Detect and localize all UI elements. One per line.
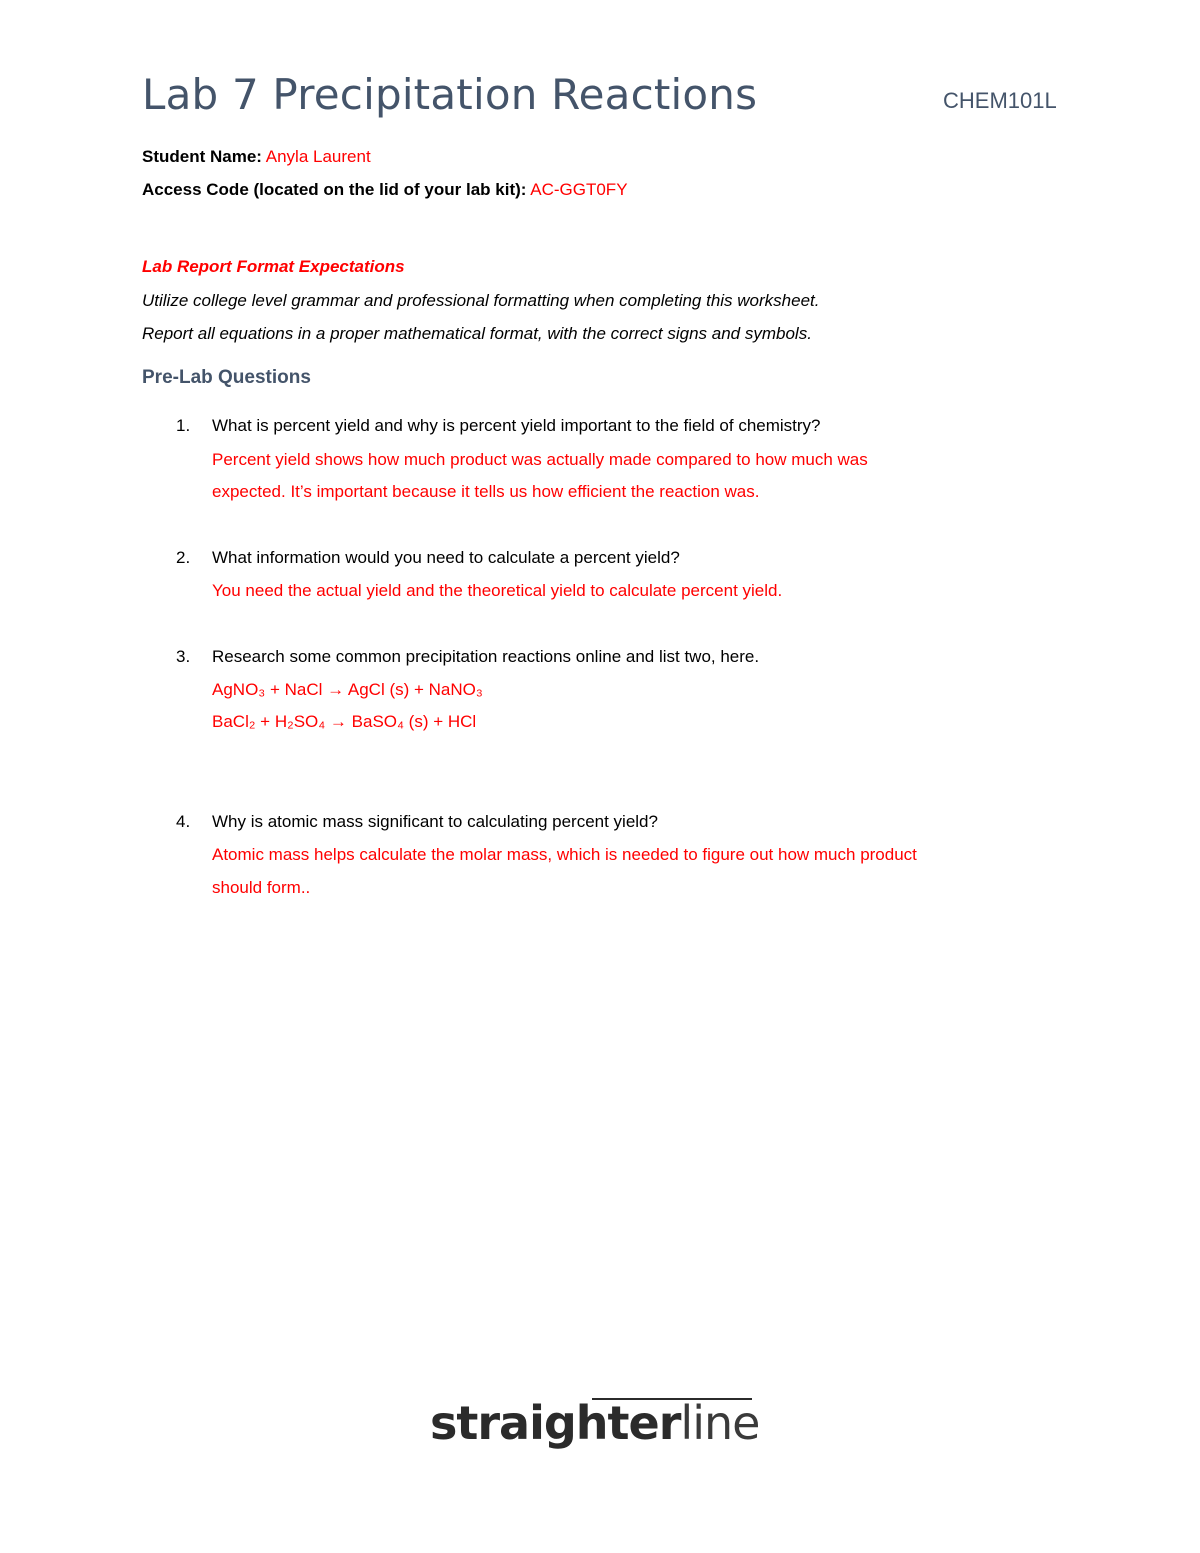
course-code: CHEM101L (943, 88, 1057, 113)
prelab-heading: Pre-Lab Questions (142, 367, 311, 388)
format-expectation-line: Utilize college level grammar and professional formatting when completing this worksheet. (142, 291, 820, 310)
question-text: Research some common precipitation reactions online and list two, here. (212, 647, 760, 666)
question-text: Why is atomic mass significant to calculating percent yield? (212, 812, 658, 831)
access-code-value: AC-GGT0FY (530, 180, 628, 199)
answer-text: You need the actual yield and the theoretical yield to calculate percent yield. (212, 581, 783, 600)
student-name-label: Student Name: (142, 147, 262, 166)
answer-text: expected. It’s important because it tells us how efficient the reaction was. (212, 482, 760, 501)
question-text: What is percent yield and why is percent yield important to the field of chemistry? (212, 416, 821, 435)
question-number: 1. (176, 416, 191, 435)
student-name-value: Anyla Laurent (265, 147, 371, 166)
equation-text: BaCl₂ + H₂SO₄ → BaSO₄ (s) + HCl (212, 712, 477, 731)
answer-text: Atomic mass helps calculate the molar mass, which is needed to figure out how much product (212, 845, 917, 864)
answer-text: Percent yield shows how much product was actually made compared to how much was (212, 450, 868, 469)
format-expectation-line: Report all equations in a proper mathematical format, with the correct signs and symbols. (142, 324, 812, 343)
logo-bold-text: straighter (430, 1396, 681, 1450)
logo-light-text: line (680, 1396, 760, 1450)
question-number: 2. (176, 548, 191, 567)
question-number: 4. (176, 812, 191, 831)
question-number: 3. (176, 647, 191, 666)
access-code-line (142, 180, 628, 200)
student-name-line (142, 147, 371, 167)
access-code-label: Access Code (located on the lid of your lab kit): (142, 180, 527, 199)
format-expectations-heading: Lab Report Format Expectations (142, 257, 405, 276)
straighterline-logo (430, 1396, 759, 1450)
question-text: What information would you need to calculate a percent yield? (212, 548, 680, 567)
equation-text: AgNO₃ + NaCl → AgCl (s) + NaNO₃ (212, 680, 483, 699)
page-title: Lab 7 Precipitation Reactions (142, 70, 758, 119)
answer-text: should form.. (212, 878, 311, 897)
